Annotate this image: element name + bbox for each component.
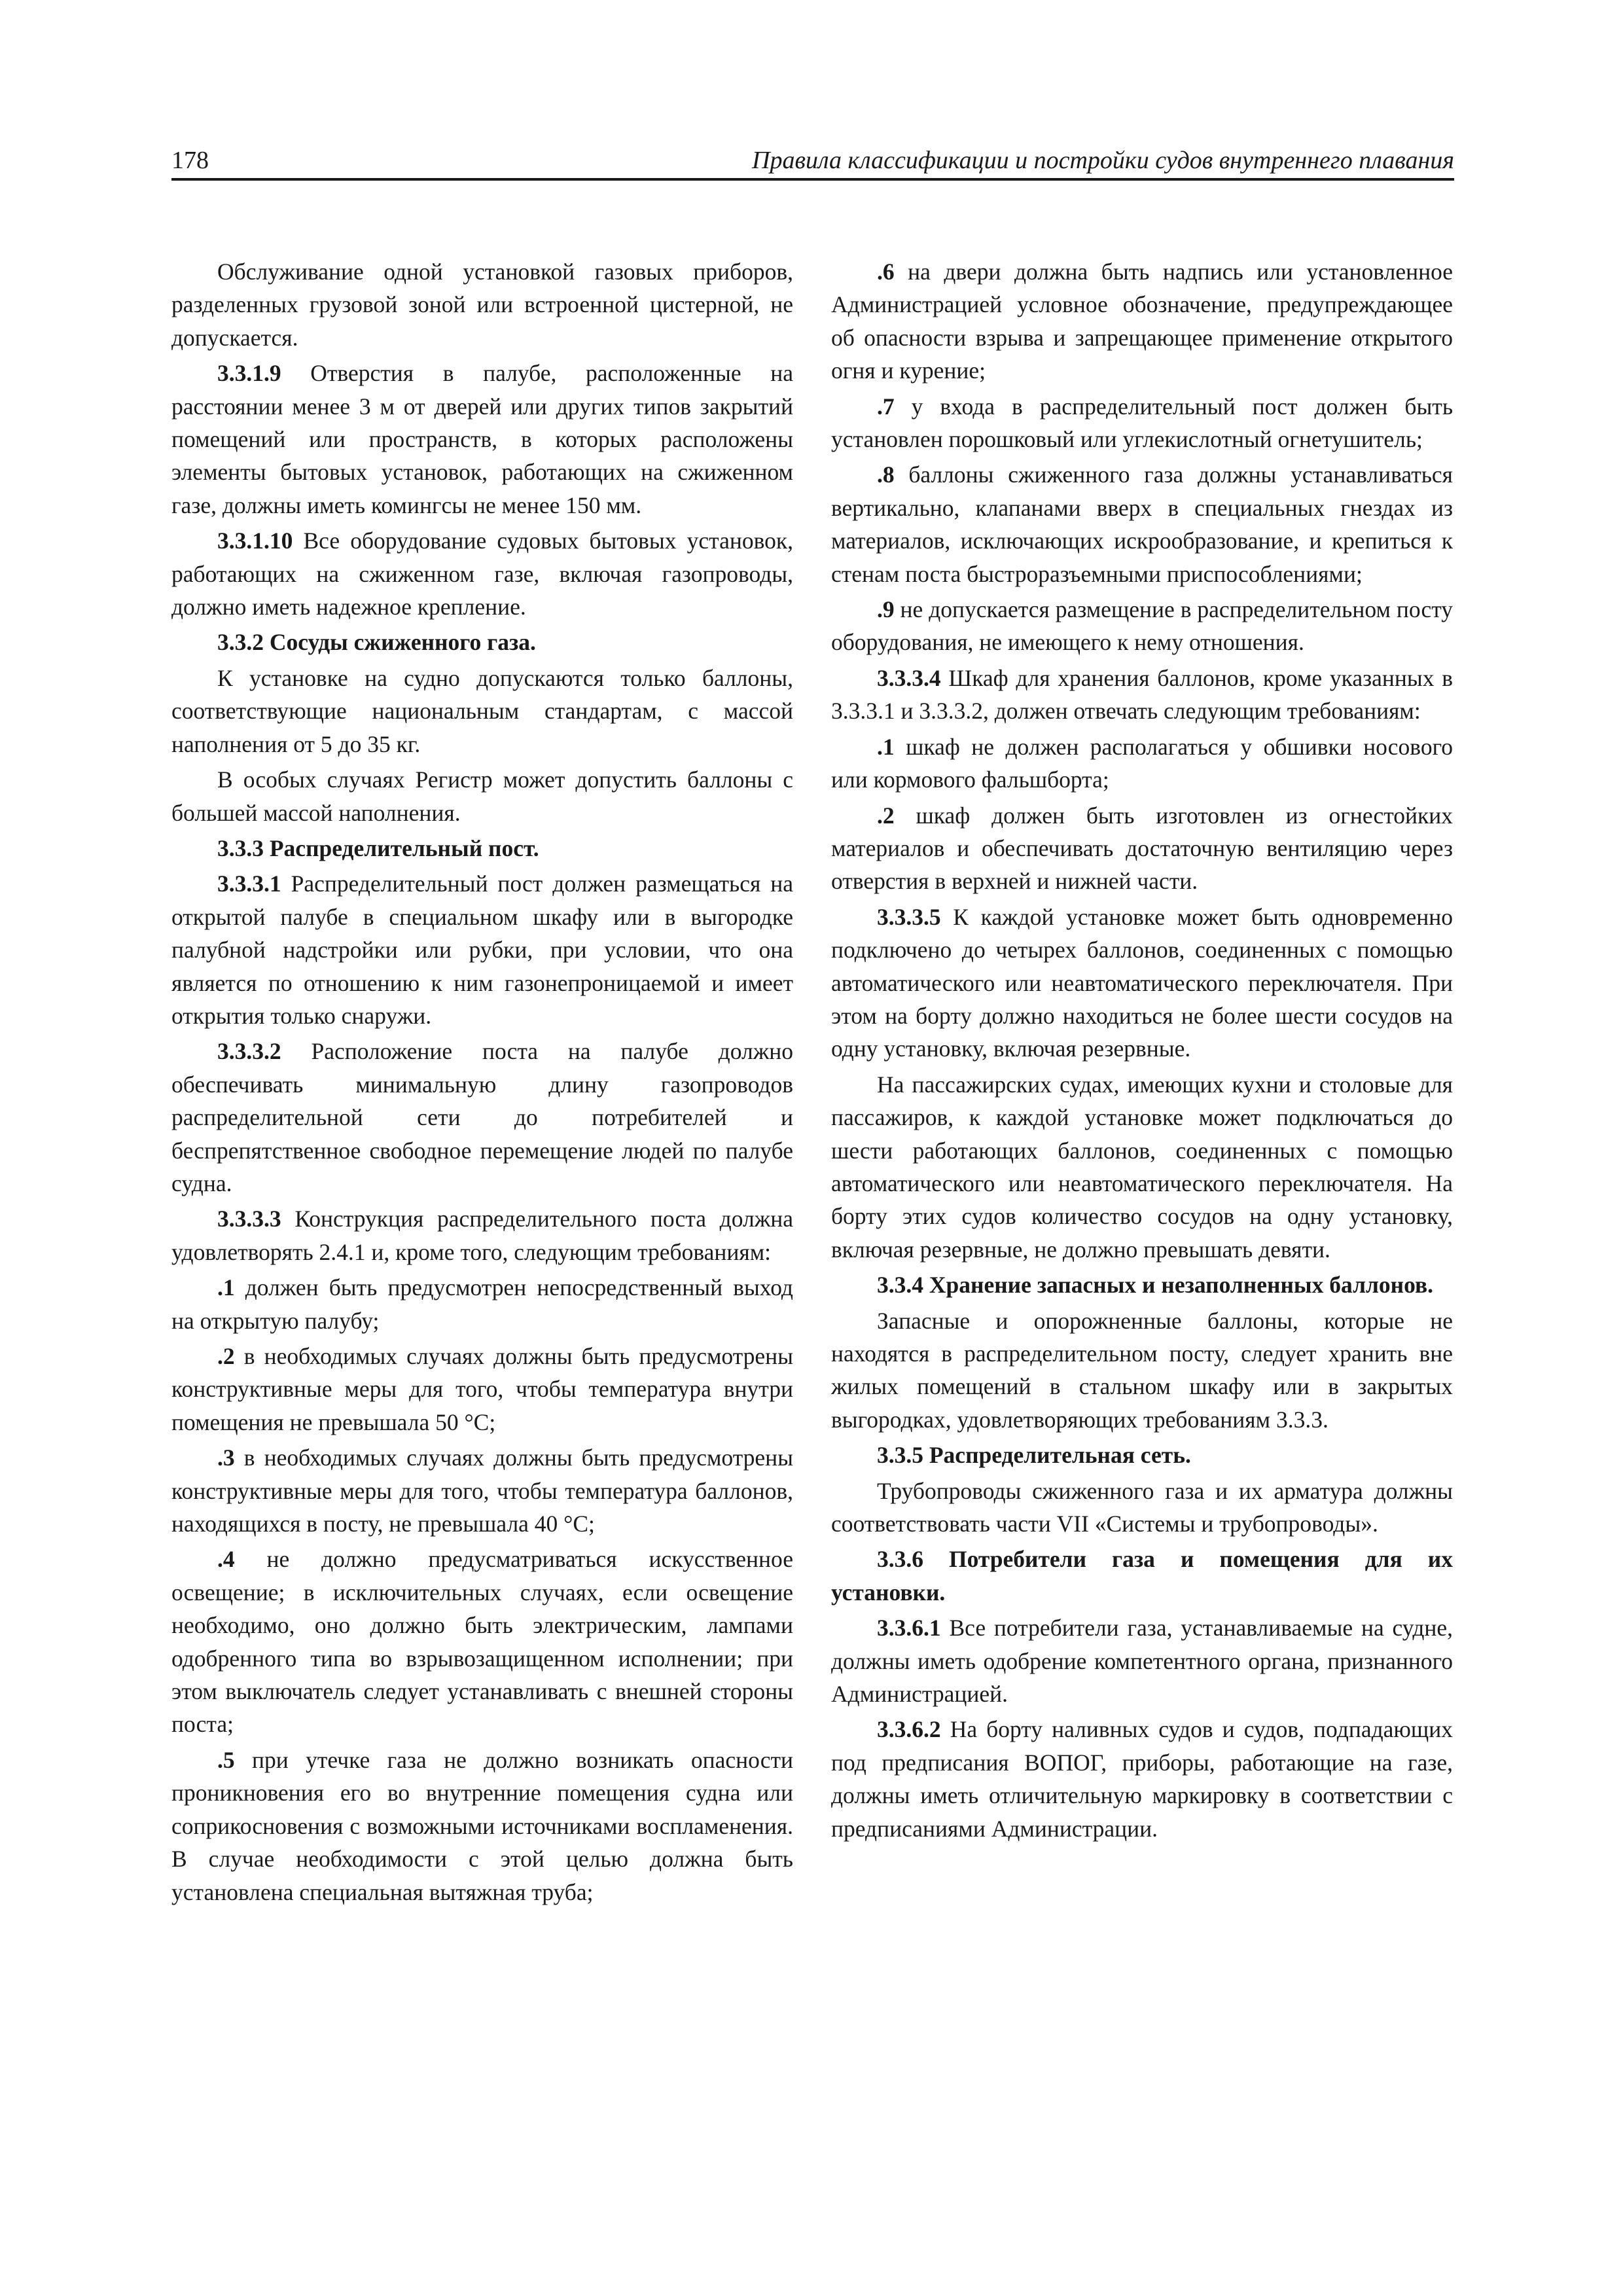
paragraph [831, 1475, 1453, 1541]
clause-number: 3.3.3.3 [217, 1206, 281, 1232]
numbered-paragraph [831, 390, 1453, 456]
paragraph-text: В особых случаях Регистр может допустить баллоны с большей массой наполнения. [171, 766, 793, 826]
paragraph-text: Распределительный пост должен размещаться на открытой палубе в специальном шкафу или в выгородке палубной надстройки или рубки, при условии, что она является по отношению к ним газонепроницаемой и имеет открытия только снаружи. [171, 870, 794, 1029]
numbered-paragraph [171, 1202, 793, 1268]
paragraph-text: на двери должна быть надпись или установленное Администрацией условное обозначение, предупреждающее об опасности взрыва и запрещающее применение открытого огня и курение; [831, 259, 1454, 384]
item-number: .2 [877, 802, 895, 829]
running-title: Правила классификации и постройки судов внутреннего плавания [752, 147, 1454, 174]
paragraph-text: шкаф должен быть изготовлен из огнестойких материалов и обеспечивать достаточную вентиляцию через отверстия в верхней и нижней части. [831, 802, 1453, 895]
clause-number: 3.3.3.5 [877, 903, 941, 930]
section-heading: 3.3.3 Распределительный пост. [217, 834, 539, 861]
paragraph-text: Отверстия в палубе, расположенные на расстоянии менее 3 м от дверей или других типов закрытий помещений или пространств, в которых расположены элементы бытовых установок, работающих на сжиженном газе, должны иметь комингсы не менее 150 мм. [171, 360, 793, 518]
paragraph-text: Трубопроводы сжиженного газа и их арматура должны соответствовать части VII «Системы и трубопроводы». [831, 1477, 1453, 1537]
page-header [171, 139, 1454, 181]
paragraph-text: шкаф не должен располагаться у обшивки носового или кормового фальшборта; [831, 733, 1454, 793]
section-heading: 3.3.5 Распределительная сеть. [877, 1442, 1191, 1469]
page-number: 178 [171, 147, 209, 174]
paragraph [831, 1304, 1453, 1437]
paragraph-text: Шкаф для хранения баллонов, кроме указанных в 3.3.3.1 и 3.3.3.2, должен отвечать следующим требованиям: [831, 664, 1453, 725]
item-number: .2 [217, 1343, 235, 1369]
numbered-paragraph [171, 1543, 793, 1740]
paragraph-text: Конструкция распределительного поста должна удовлетворять 2.4.1 и, кроме того, следующим требованиям: [171, 1206, 793, 1265]
paragraph-text: На борту наливных судов и судов, подпадающих под предписания ВОПОГ, приборы, работающие на газе, должны иметь отличительную маркировку в соответствии с предписаниями Администрации. [831, 1716, 1453, 1842]
paragraph-text: баллоны сжиженного газа должны устанавливаться вертикально, клапанами вверх в специальных гнездах из материалов, исключающих искрообразование, и крепиться к стенам поста быстроразъемными приспособлениями; [831, 461, 1453, 587]
numbered-paragraph [171, 1340, 793, 1439]
section-heading: 3.3.4 Хранение запасных и незаполненных баллонов. [877, 1272, 1434, 1299]
paragraph [171, 255, 793, 354]
numbered-paragraph [831, 799, 1453, 898]
paragraph-text: в необходимых случаях должны быть предусмотрены конструктивные меры для того, чтобы температура внутри помещения не превышала 50 °С; [171, 1343, 793, 1435]
paragraph-text: должен быть предусмотрен непосредственный выход на открытую палубу; [171, 1274, 793, 1334]
clause-number: 3.3.3.4 [877, 664, 941, 691]
numbered-paragraph [171, 524, 793, 623]
paragraph-text: К установке на судно допускаются только баллоны, соответствующие национальным стандартам, с массой наполнения от 5 до 35 кг. [171, 664, 793, 757]
numbered-paragraph [831, 255, 1453, 387]
section-heading: 3.3.6 Потребители газа и помещения для их установки. [831, 1546, 1453, 1605]
paragraph [171, 662, 793, 761]
item-number: .1 [217, 1274, 235, 1301]
clause-number: 3.3.6.1 [877, 1615, 941, 1641]
numbered-paragraph [171, 1271, 793, 1337]
clause-number: 3.3.3.2 [217, 1038, 281, 1065]
item-number: .8 [877, 461, 895, 488]
paragraph-text: у входа в распределительный пост должен быть установлен порошковый или углекислотный огнетушитель; [831, 393, 1454, 453]
right-column [831, 255, 1453, 1848]
item-number: .3 [217, 1444, 235, 1471]
clause-number: 3.3.3.1 [217, 870, 281, 897]
numbered-paragraph [171, 357, 793, 522]
paragraph-text: На пассажирских судах, имеющих кухни и столовые для пассажиров, к каждой установке может подключаться до шести работающих баллонов, соединенных с помощью автоматического или неавтоматического переключателя. На борту этих судов количество сосудов на одну установку, включая резервные, не должно превышать девяти. [831, 1071, 1453, 1263]
section-heading: 3.3.2 Сосуды сжиженного газа. [217, 629, 536, 656]
numbered-paragraph [831, 901, 1453, 1066]
numbered-paragraph [831, 593, 1453, 659]
item-number: .4 [217, 1546, 235, 1573]
numbered-paragraph [171, 1744, 793, 1909]
paragraph-text: Расположение поста на палубе должно обеспечивать минимальную длину газопроводов распределительной сети до потребителей и беспрепятственное свободное перемещение людей по палубе судна. [171, 1038, 793, 1196]
paragraph-text: Обслуживание одной установкой газовых приборов, разделенных грузовой зоной или встроенной цистерной, не допускается. [171, 259, 793, 351]
item-number: .5 [217, 1746, 235, 1773]
paragraph-text: К каждой установке может быть одновременно подключено до четырех баллонов, соединенных с помощью автоматического или неавтоматического переключателя. При этом на борту должно находиться не более шести сосудов на одну установку, включая резервные. [831, 903, 1454, 1062]
paragraph-text: Все потребители газа, устанавливаемые на судне, должны иметь одобрение компетентного органа, признанного Администрацией. [831, 1615, 1454, 1708]
numbered-paragraph [831, 1713, 1453, 1845]
item-number: .1 [877, 733, 895, 760]
numbered-paragraph [831, 458, 1453, 590]
paragraph-text: в необходимых случаях должны быть предусмотрены конструктивные меры для того, чтобы температура баллонов, находящихся в посту, не превышала 40 °С; [171, 1444, 793, 1537]
numbered-paragraph [831, 730, 1453, 797]
paragraph-text: не допускается размещение в распределительном посту оборудования, не имеющего к нему отношения. [831, 596, 1454, 656]
paragraph-text: при утечке газа не должно возникать опасности проникновения его во внутренние помещения судна или соприкосновения с возможными источниками воспламенения. В случае необходимости с этой целью должна быть установлена специальная вытяжная труба; [171, 1746, 793, 1905]
item-number: .7 [877, 393, 895, 420]
clause-number: 3.3.6.2 [877, 1716, 941, 1743]
item-number: .6 [877, 259, 895, 285]
paragraph-text: не должно предусматриваться искусственное освещение; в исключительных случаях, если освещение необходимо, оно должно быть электрическим, лампами одобренного типа во взрывозащищенном исполнении; при этом выключатель следует устанавливать с внешней стороны поста; [171, 1546, 793, 1738]
numbered-paragraph [831, 662, 1453, 728]
item-number: .9 [877, 596, 895, 623]
clause-number: 3.3.1.9 [217, 360, 281, 387]
paragraph-text: Запасные и опорожненные баллоны, которые не находятся в распределительном посту, следует хранить вне жилых помещений в стальном шкафу или в закрытых выгородках, удовлетворяющих требованиям 3.3.3. [831, 1307, 1453, 1433]
paragraph [831, 1068, 1453, 1266]
numbered-paragraph [171, 867, 793, 1032]
paragraph-text: Все оборудование судовых бытовых установок, работающих на сжиженном газе, включая газопроводы, должно иметь надежное крепление. [171, 528, 793, 620]
left-column [171, 255, 793, 1911]
numbered-paragraph [171, 1441, 793, 1540]
paragraph [171, 763, 793, 829]
numbered-paragraph [831, 1611, 1453, 1710]
clause-number: 3.3.1.10 [217, 528, 293, 554]
numbered-paragraph [171, 1035, 793, 1200]
